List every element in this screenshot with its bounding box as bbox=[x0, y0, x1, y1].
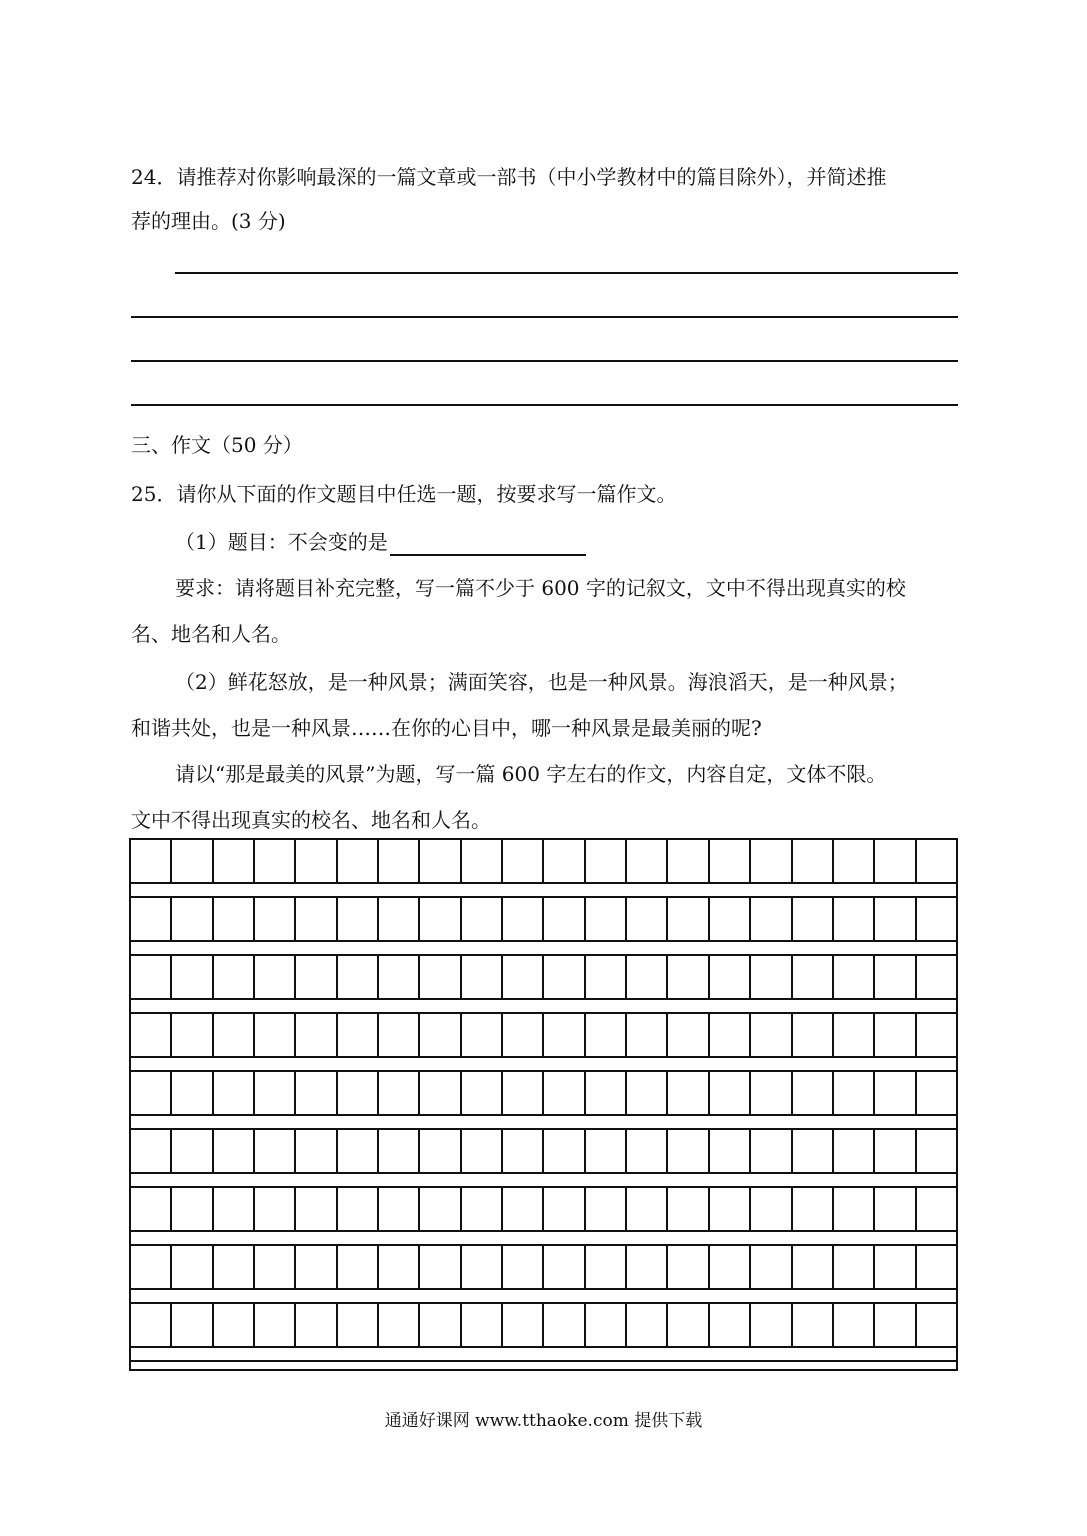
grid-cell[interactable] bbox=[751, 1072, 792, 1114]
grid-cell[interactable] bbox=[875, 1304, 916, 1346]
grid-cell[interactable] bbox=[627, 1072, 668, 1114]
grid-cell[interactable] bbox=[544, 1246, 585, 1288]
grid-cell[interactable] bbox=[668, 898, 709, 940]
grid-cell[interactable] bbox=[338, 1188, 379, 1230]
grid-cell[interactable] bbox=[586, 956, 627, 998]
writing-grid[interactable] bbox=[129, 838, 958, 1371]
grid-cell[interactable] bbox=[875, 1246, 916, 1288]
question-25-prompt: 25．请你从下面的作文题目中任选一题，按要求写一篇作文。 bbox=[131, 482, 677, 506]
grid-cell[interactable] bbox=[875, 1072, 916, 1114]
grid-cell[interactable] bbox=[834, 956, 875, 998]
grid-cell[interactable] bbox=[420, 1246, 461, 1288]
grid-cell[interactable] bbox=[751, 898, 792, 940]
grid-cell[interactable] bbox=[668, 956, 709, 998]
grid-cell[interactable] bbox=[875, 1188, 916, 1230]
grid-cell[interactable] bbox=[420, 1014, 461, 1056]
grid-cell[interactable] bbox=[586, 1188, 627, 1230]
option-1-title bbox=[175, 528, 586, 556]
grid-cell[interactable] bbox=[131, 1130, 172, 1172]
answer-line-1[interactable] bbox=[175, 272, 958, 274]
grid-cell[interactable] bbox=[917, 1014, 956, 1056]
grid-cell[interactable] bbox=[917, 1188, 956, 1230]
grid-cell[interactable] bbox=[793, 1246, 834, 1288]
grid-cell[interactable] bbox=[338, 840, 379, 882]
grid-cell[interactable] bbox=[544, 1130, 585, 1172]
grid-row-gap bbox=[131, 1346, 956, 1362]
grid-cell[interactable] bbox=[338, 1130, 379, 1172]
grid-cell[interactable] bbox=[751, 840, 792, 882]
grid-cell[interactable] bbox=[462, 1014, 503, 1056]
grid-cell[interactable] bbox=[875, 1014, 916, 1056]
grid-cell[interactable] bbox=[296, 1246, 337, 1288]
grid-row bbox=[131, 956, 956, 998]
grid-cell[interactable] bbox=[296, 898, 337, 940]
grid-cell[interactable] bbox=[462, 1304, 503, 1346]
grid-cell[interactable] bbox=[296, 1188, 337, 1230]
grid-cell[interactable] bbox=[627, 840, 668, 882]
grid-cell[interactable] bbox=[544, 1072, 585, 1114]
grid-row-gap bbox=[131, 998, 956, 1014]
grid-cell[interactable] bbox=[172, 1188, 213, 1230]
grid-cell[interactable] bbox=[627, 1014, 668, 1056]
grid-cell[interactable] bbox=[214, 840, 255, 882]
grid-cell[interactable] bbox=[917, 1304, 956, 1346]
grid-row-gap bbox=[131, 1056, 956, 1072]
grid-cell[interactable] bbox=[627, 1304, 668, 1346]
grid-cell[interactable] bbox=[172, 898, 213, 940]
grid-cell[interactable] bbox=[668, 1014, 709, 1056]
grid-cell[interactable] bbox=[751, 1304, 792, 1346]
grid-cell[interactable] bbox=[379, 1246, 420, 1288]
grid-cell[interactable] bbox=[420, 898, 461, 940]
grid-cell[interactable] bbox=[255, 1246, 296, 1288]
grid-cell[interactable] bbox=[875, 840, 916, 882]
grid-cell[interactable] bbox=[544, 1188, 585, 1230]
grid-cell[interactable] bbox=[668, 1188, 709, 1230]
grid-cell[interactable] bbox=[296, 1130, 337, 1172]
grid-cell[interactable] bbox=[586, 1072, 627, 1114]
grid-cell[interactable] bbox=[379, 956, 420, 998]
grid-cell[interactable] bbox=[668, 840, 709, 882]
option-2-line-1: （2）鲜花怒放，是一种风景；满面笑容，也是一种风景。海浪滔天，是一种风景； bbox=[175, 670, 908, 694]
grid-cell[interactable] bbox=[131, 840, 172, 882]
grid-cell[interactable] bbox=[503, 1130, 544, 1172]
grid-cell[interactable] bbox=[255, 1130, 296, 1172]
grid-cell[interactable] bbox=[586, 1246, 627, 1288]
grid-cell[interactable] bbox=[668, 1304, 709, 1346]
grid-cell[interactable] bbox=[668, 1246, 709, 1288]
grid-cell[interactable] bbox=[420, 1072, 461, 1114]
grid-cell[interactable] bbox=[296, 1014, 337, 1056]
grid-cell[interactable] bbox=[503, 1304, 544, 1346]
grid-row-gap bbox=[131, 1288, 956, 1304]
grid-cell[interactable] bbox=[793, 898, 834, 940]
grid-cell[interactable] bbox=[214, 1130, 255, 1172]
section-3-heading: 三、作文（50 分） bbox=[131, 433, 303, 457]
grid-row bbox=[131, 1188, 956, 1230]
grid-cell[interactable] bbox=[834, 1246, 875, 1288]
grid-cell[interactable] bbox=[214, 956, 255, 998]
grid-cell[interactable] bbox=[627, 1188, 668, 1230]
grid-row-gap bbox=[131, 882, 956, 898]
grid-cell[interactable] bbox=[462, 1188, 503, 1230]
grid-cell[interactable] bbox=[172, 1072, 213, 1114]
grid-cell[interactable] bbox=[544, 956, 585, 998]
grid-cell[interactable] bbox=[793, 1130, 834, 1172]
title-blank-field[interactable] bbox=[390, 532, 586, 556]
grid-cell[interactable] bbox=[834, 1072, 875, 1114]
grid-cell[interactable] bbox=[296, 1304, 337, 1346]
grid-cell[interactable] bbox=[793, 840, 834, 882]
grid-cell[interactable] bbox=[586, 840, 627, 882]
grid-cell[interactable] bbox=[917, 1072, 956, 1114]
grid-cell[interactable] bbox=[710, 1014, 751, 1056]
grid-cell[interactable] bbox=[544, 1304, 585, 1346]
grid-cell[interactable] bbox=[379, 1304, 420, 1346]
grid-cell[interactable] bbox=[131, 1246, 172, 1288]
grid-cell[interactable] bbox=[751, 1014, 792, 1056]
footer-text: 通通好课网 www.tthaoke.com 提供下载 bbox=[384, 1411, 703, 1431]
grid-cell[interactable] bbox=[503, 1014, 544, 1056]
grid-row-gap bbox=[131, 1114, 956, 1130]
grid-cell[interactable] bbox=[503, 1246, 544, 1288]
grid-cell[interactable] bbox=[255, 956, 296, 998]
grid-cell[interactable] bbox=[420, 1130, 461, 1172]
grid-cell[interactable] bbox=[131, 1014, 172, 1056]
grid-cell[interactable] bbox=[710, 1246, 751, 1288]
grid-cell[interactable] bbox=[131, 956, 172, 998]
grid-cell[interactable] bbox=[834, 1130, 875, 1172]
grid-cell[interactable] bbox=[462, 1072, 503, 1114]
grid-cell[interactable] bbox=[793, 1304, 834, 1346]
grid-cell[interactable] bbox=[668, 1072, 709, 1114]
grid-cell[interactable] bbox=[793, 1188, 834, 1230]
grid-cell[interactable] bbox=[834, 840, 875, 882]
grid-cell[interactable] bbox=[462, 1246, 503, 1288]
grid-cell[interactable] bbox=[131, 898, 172, 940]
grid-cell[interactable] bbox=[751, 1246, 792, 1288]
grid-cell[interactable] bbox=[834, 898, 875, 940]
grid-cell[interactable] bbox=[875, 1130, 916, 1172]
grid-cell[interactable] bbox=[172, 1014, 213, 1056]
grid-row bbox=[131, 1072, 956, 1114]
grid-cell[interactable] bbox=[296, 956, 337, 998]
grid-cell[interactable] bbox=[917, 898, 956, 940]
grid-cell[interactable] bbox=[834, 1014, 875, 1056]
grid-cell[interactable] bbox=[338, 1246, 379, 1288]
grid-cell[interactable] bbox=[462, 840, 503, 882]
grid-cell[interactable] bbox=[131, 1304, 172, 1346]
grid-cell[interactable] bbox=[627, 1130, 668, 1172]
grid-cell[interactable] bbox=[751, 956, 792, 998]
answer-line-4[interactable] bbox=[131, 404, 958, 406]
grid-cell[interactable] bbox=[503, 1072, 544, 1114]
grid-cell[interactable] bbox=[172, 1304, 213, 1346]
grid-cell[interactable] bbox=[834, 1188, 875, 1230]
grid-cell[interactable] bbox=[255, 840, 296, 882]
option-1-requirement-line-1: 要求：请将题目补充完整，写一篇不少于 600 字的记叙文，文中不得出现真实的校 bbox=[175, 576, 906, 600]
option-2-requirement-line-1: 请以“那是最美的风景”为题，写一篇 600 字左右的作文，内容自定，文体不限。 bbox=[175, 762, 887, 786]
answer-line-3[interactable] bbox=[131, 360, 958, 362]
grid-cell[interactable] bbox=[255, 1014, 296, 1056]
grid-cell[interactable] bbox=[586, 1130, 627, 1172]
grid-cell[interactable] bbox=[710, 898, 751, 940]
option-1-title-text: （1）题目：不会变的是 bbox=[175, 530, 388, 554]
grid-row-gap bbox=[131, 1172, 956, 1188]
grid-cell[interactable] bbox=[544, 1014, 585, 1056]
grid-cell[interactable] bbox=[503, 956, 544, 998]
grid-cell[interactable] bbox=[420, 840, 461, 882]
grid-cell[interactable] bbox=[338, 956, 379, 998]
answer-line-2[interactable] bbox=[131, 316, 958, 318]
grid-cell[interactable] bbox=[710, 1304, 751, 1346]
grid-cell[interactable] bbox=[668, 1130, 709, 1172]
grid-cell[interactable] bbox=[379, 1130, 420, 1172]
grid-cell[interactable] bbox=[544, 840, 585, 882]
grid-cell[interactable] bbox=[503, 898, 544, 940]
grid-cell[interactable] bbox=[214, 1188, 255, 1230]
grid-cell[interactable] bbox=[544, 898, 585, 940]
grid-row bbox=[131, 1014, 956, 1056]
grid-cell[interactable] bbox=[710, 1072, 751, 1114]
grid-cell[interactable] bbox=[462, 1130, 503, 1172]
grid-cell[interactable] bbox=[875, 956, 916, 998]
option-2-requirement-line-2: 文中不得出现真实的校名、地名和人名。 bbox=[131, 808, 491, 832]
grid-cell[interactable] bbox=[255, 898, 296, 940]
grid-cell[interactable] bbox=[379, 898, 420, 940]
grid-cell[interactable] bbox=[131, 1072, 172, 1114]
grid-row bbox=[131, 1130, 956, 1172]
option-1-requirement-line-2: 名、地名和人名。 bbox=[131, 622, 291, 646]
grid-cell[interactable] bbox=[793, 1014, 834, 1056]
grid-row bbox=[131, 840, 956, 882]
grid-cell[interactable] bbox=[627, 956, 668, 998]
grid-cell[interactable] bbox=[917, 1130, 956, 1172]
grid-cell[interactable] bbox=[586, 1014, 627, 1056]
grid-row bbox=[131, 898, 956, 940]
question-24-line-2: 荐的理由。(3 分) bbox=[131, 209, 286, 233]
grid-cell[interactable] bbox=[627, 898, 668, 940]
grid-cell[interactable] bbox=[214, 1246, 255, 1288]
grid-cell[interactable] bbox=[710, 840, 751, 882]
grid-cell[interactable] bbox=[379, 1188, 420, 1230]
grid-cell[interactable] bbox=[172, 840, 213, 882]
grid-cell[interactable] bbox=[338, 898, 379, 940]
grid-cell[interactable] bbox=[214, 1072, 255, 1114]
grid-cell[interactable] bbox=[338, 1014, 379, 1056]
grid-cell[interactable] bbox=[793, 956, 834, 998]
grid-cell[interactable] bbox=[255, 1072, 296, 1114]
grid-cell[interactable] bbox=[710, 956, 751, 998]
grid-cell[interactable] bbox=[379, 1014, 420, 1056]
grid-cell[interactable] bbox=[420, 956, 461, 998]
grid-cell[interactable] bbox=[462, 898, 503, 940]
grid-cell[interactable] bbox=[503, 1188, 544, 1230]
grid-cell[interactable] bbox=[379, 1072, 420, 1114]
grid-cell[interactable] bbox=[338, 1304, 379, 1346]
grid-cell[interactable] bbox=[586, 898, 627, 940]
grid-cell[interactable] bbox=[255, 1188, 296, 1230]
grid-row bbox=[131, 1246, 956, 1288]
grid-cell[interactable] bbox=[296, 840, 337, 882]
grid-cell[interactable] bbox=[255, 1304, 296, 1346]
grid-cell[interactable] bbox=[710, 1188, 751, 1230]
grid-cell[interactable] bbox=[751, 1130, 792, 1172]
grid-cell[interactable] bbox=[917, 956, 956, 998]
grid-cell[interactable] bbox=[172, 956, 213, 998]
grid-cell[interactable] bbox=[751, 1188, 792, 1230]
grid-cell[interactable] bbox=[710, 1130, 751, 1172]
grid-cell[interactable] bbox=[214, 1304, 255, 1346]
grid-row-gap bbox=[131, 940, 956, 956]
grid-cell[interactable] bbox=[917, 1246, 956, 1288]
grid-cell[interactable] bbox=[296, 1072, 337, 1114]
grid-cell[interactable] bbox=[214, 898, 255, 940]
grid-cell[interactable] bbox=[214, 1014, 255, 1056]
grid-cell[interactable] bbox=[834, 1304, 875, 1346]
grid-cell[interactable] bbox=[420, 1304, 461, 1346]
grid-row-gap bbox=[131, 1230, 956, 1246]
grid-cell[interactable] bbox=[627, 1246, 668, 1288]
grid-row bbox=[131, 1304, 956, 1346]
grid-cell[interactable] bbox=[586, 1304, 627, 1346]
question-24-line-1: 24．请推荐对你影响最深的一篇文章或一部书（中小学教材中的篇目除外），并简述推 bbox=[131, 165, 887, 189]
grid-cell[interactable] bbox=[875, 898, 916, 940]
grid-cell[interactable] bbox=[338, 1072, 379, 1114]
grid-cell[interactable] bbox=[917, 840, 956, 882]
grid-cell[interactable] bbox=[172, 1246, 213, 1288]
grid-cell[interactable] bbox=[379, 840, 420, 882]
grid-cell[interactable] bbox=[462, 956, 503, 998]
grid-cell[interactable] bbox=[793, 1072, 834, 1114]
grid-cell[interactable] bbox=[503, 840, 544, 882]
option-2-line-2: 和谐共处，也是一种风景……在你的心目中，哪一种风景是最美丽的呢? bbox=[131, 716, 762, 740]
grid-cell[interactable] bbox=[172, 1130, 213, 1172]
grid-cell[interactable] bbox=[131, 1188, 172, 1230]
grid-cell[interactable] bbox=[420, 1188, 461, 1230]
